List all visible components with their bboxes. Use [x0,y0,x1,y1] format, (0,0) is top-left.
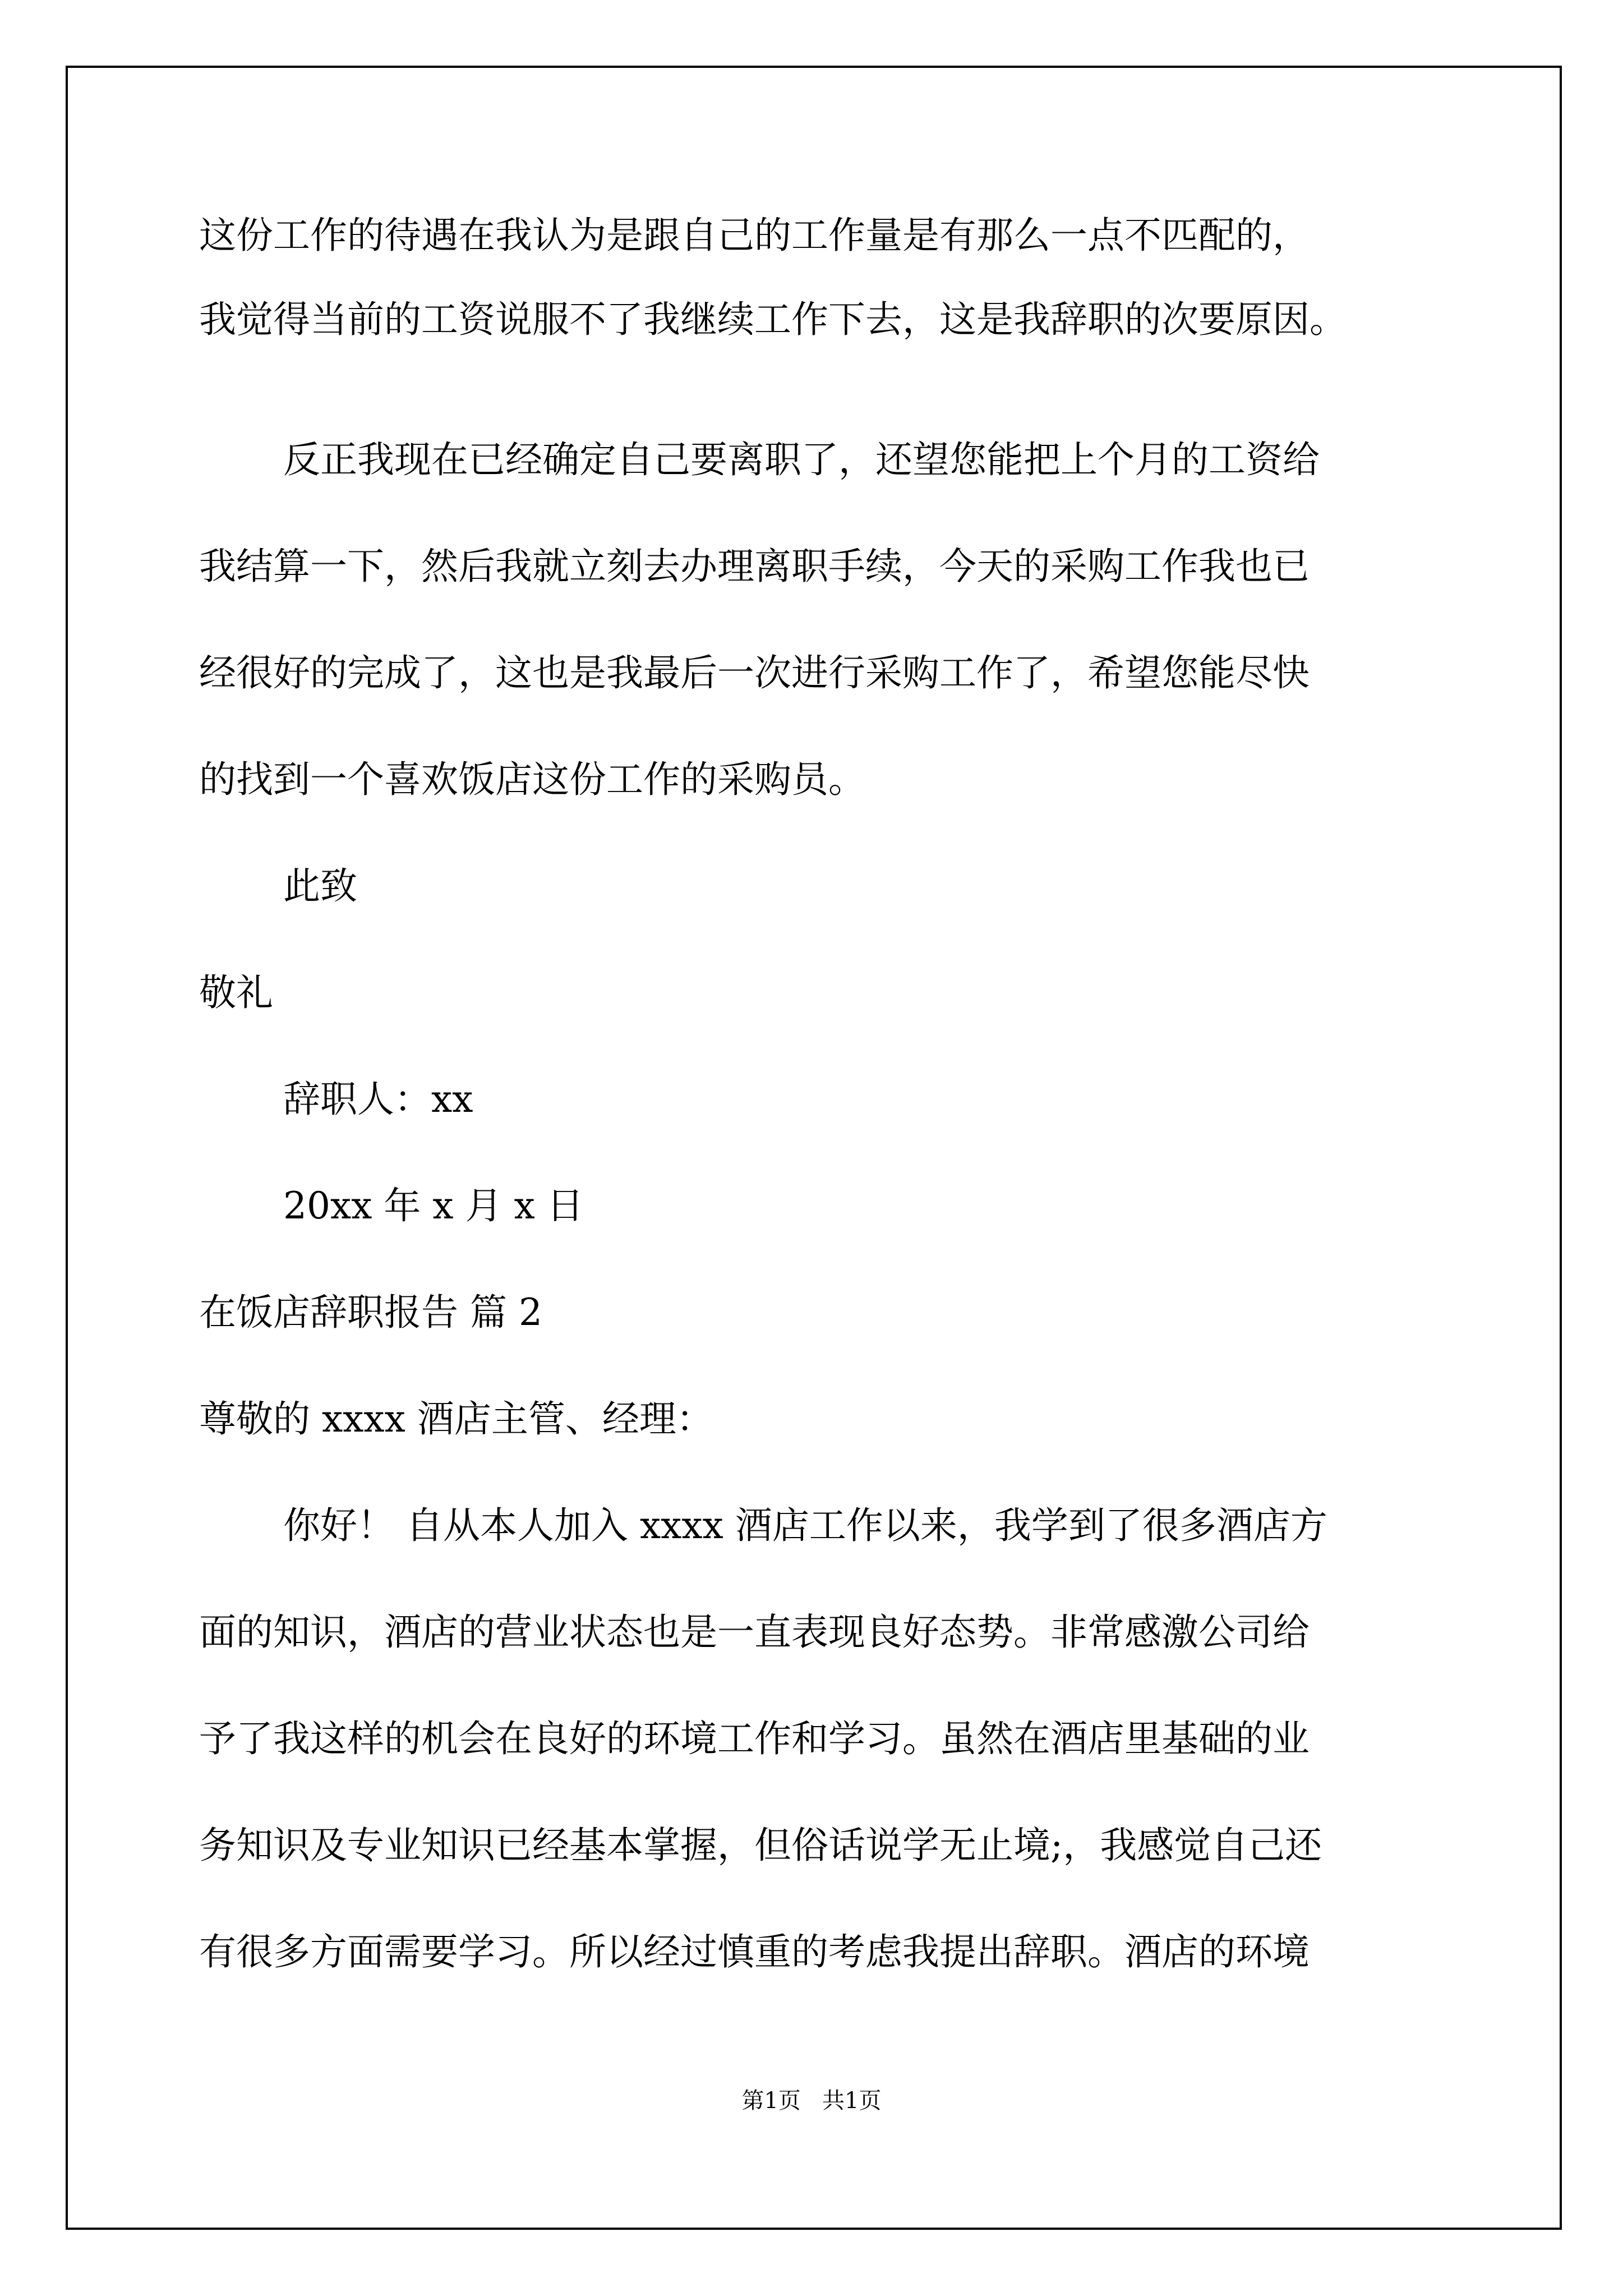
body-line-4: 我结算一下，然后我就立刻去办理离职手续，今天的采购工作我也已 [199,545,1310,588]
body-line-11: 有很多方面需要学习。所以经过慎重的考虑我提出辞职。酒店的环境 [199,1930,1310,1973]
signatory: 辞职人：xx [283,1078,473,1121]
body-line-8: 面的知识，酒店的营业状态也是一直表现良好态势。非常感激公司给 [199,1611,1310,1654]
page-footer: 第1页 共1页 [741,2088,882,2114]
signature-date: 20xx 年 x 月 x 日 [283,1184,584,1227]
closing-regards: 敬礼 [199,971,273,1014]
closing-salutation: 此致 [283,864,357,908]
letter-greeting: 尊敬的 xxxx 酒店主管、经理： [199,1397,713,1441]
body-line-9: 予了我这样的机会在良好的环境工作和学习。虽然在酒店里基础的业 [199,1717,1310,1760]
body-line-7: 你好！ 自从本人加入 xxxx 酒店工作以来，我学到了很多酒店方 [283,1504,1327,1547]
section-heading: 在饭店辞职报告 篇 2 [199,1291,542,1334]
page-border [66,66,1562,2230]
body-line-6: 的找到一个喜欢饭店这份工作的采购员。 [199,758,865,801]
body-line-3: 反正我现在已经确定自己要离职了，还望您能把上个月的工资给 [283,438,1320,481]
body-line-5: 经很好的完成了，这也是我最后一次进行采购工作了，希望您能尽快 [199,651,1310,694]
body-line-2: 我觉得当前的工资说服不了我继续工作下去，这是我辞职的次要原因。 [199,298,1347,341]
body-line-10: 务知识及专业知识已经基本掌握，但俗话说学无止境;，我感觉自己还 [199,1824,1322,1867]
body-line-1: 这份工作的待遇在我认为是跟自己的工作量是有那么一点不匹配的， [199,214,1310,257]
